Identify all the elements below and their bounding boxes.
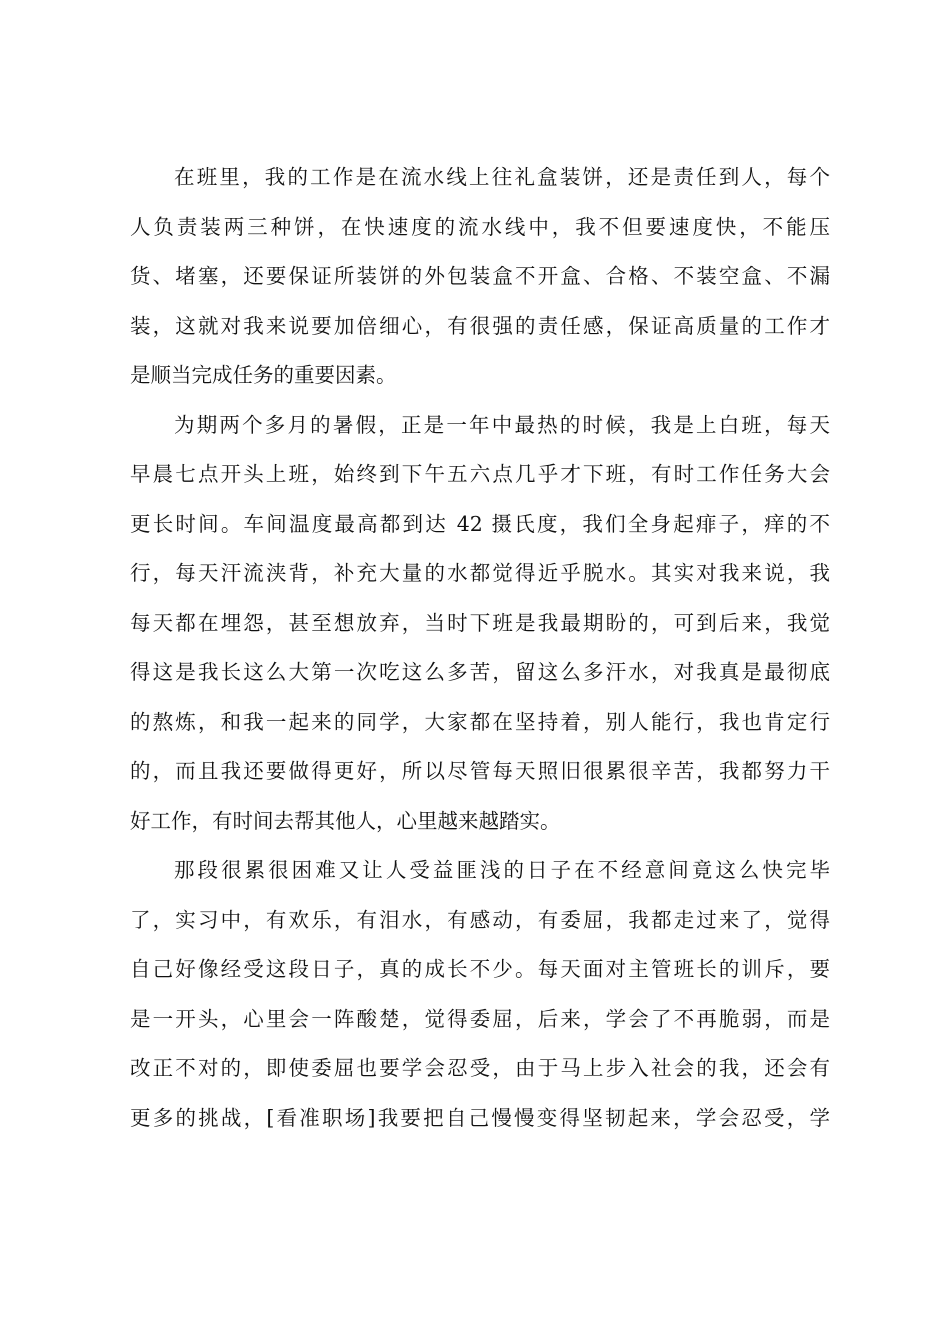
text-line: 装，这就对我来说要加倍细心，有很强的责任感，保证高质量的工作才 [130,313,830,338]
text-line: 了，实习中，有欢乐，有泪水，有感动，有委屈，我都走过来了，觉得 [130,907,830,932]
text-line: 更长时间。车间温度最高都到达 42 摄氏度，我们全身起痱子，痒的不 [130,511,830,536]
text-line: 的熬炼，和我一起来的同学，大家都在坚持着，别人能行，我也肯定行 [130,709,830,734]
paragraph-summer-work [130,401,830,847]
paragraph-reflection [130,846,830,1143]
text-line: 每天都在埋怨，甚至想放弃，当时下班是我最期盼的，可到后来，我觉 [130,610,830,635]
text-line: 行，每天汗流浃背，补充大量的水都觉得近乎脱水。其实对我来说，我 [130,561,830,585]
text-line: 是一开头，心里会一阵酸楚，觉得委屈，后来，学会了不再脆弱，而是 [130,1006,830,1031]
text-line: 是顺当完成任务的重要因素。 [130,363,397,387]
text-line: 为期两个多月的暑假，正是一年中最热的时候，我是上白班，每天 [174,412,830,437]
text-line: 自己好像经受这段日子，真的成长不少。每天面对主管班长的训斥，要 [130,957,830,981]
text-line: 更多的挑战，[看准职场]我要把自己慢慢变得坚韧起来，学会忍受，学 [130,1105,830,1130]
text-line: 人负责装两三种饼，在快速度的流水线中，我不但要速度快，不能压 [130,214,830,239]
document-body [130,153,830,1143]
paragraph-work-duty [130,153,830,401]
text-line: 的，而且我还要做得更好，所以尽管每天照旧很累很辛苦，我都努力干 [130,759,830,783]
text-line: 改正不对的，即使委屈也要学会忍受，由于马上步入社会的我，还会有 [130,1056,830,1080]
text-line: 在班里，我的工作是在流水线上往礼盒装饼，还是责任到人，每个 [174,165,830,189]
text-line: 货、堵塞，还要保证所装饼的外包装盒不开盒、合格、不装空盒、不漏 [130,264,830,288]
text-line: 早晨七点开头上班，始终到下午五六点几乎才下班，有时工作任务大会 [130,462,830,486]
text-line: 得这是我长这么大第一次吃这么多苦，留这么多汗水，对我真是最彻底 [130,660,830,684]
text-line: 好工作，有时间去帮其他人，心里越来越踏实。 [130,808,561,833]
text-line: 那段很累很困难又让人受益匪浅的日子在不经意间竟这么快完毕 [174,858,830,882]
